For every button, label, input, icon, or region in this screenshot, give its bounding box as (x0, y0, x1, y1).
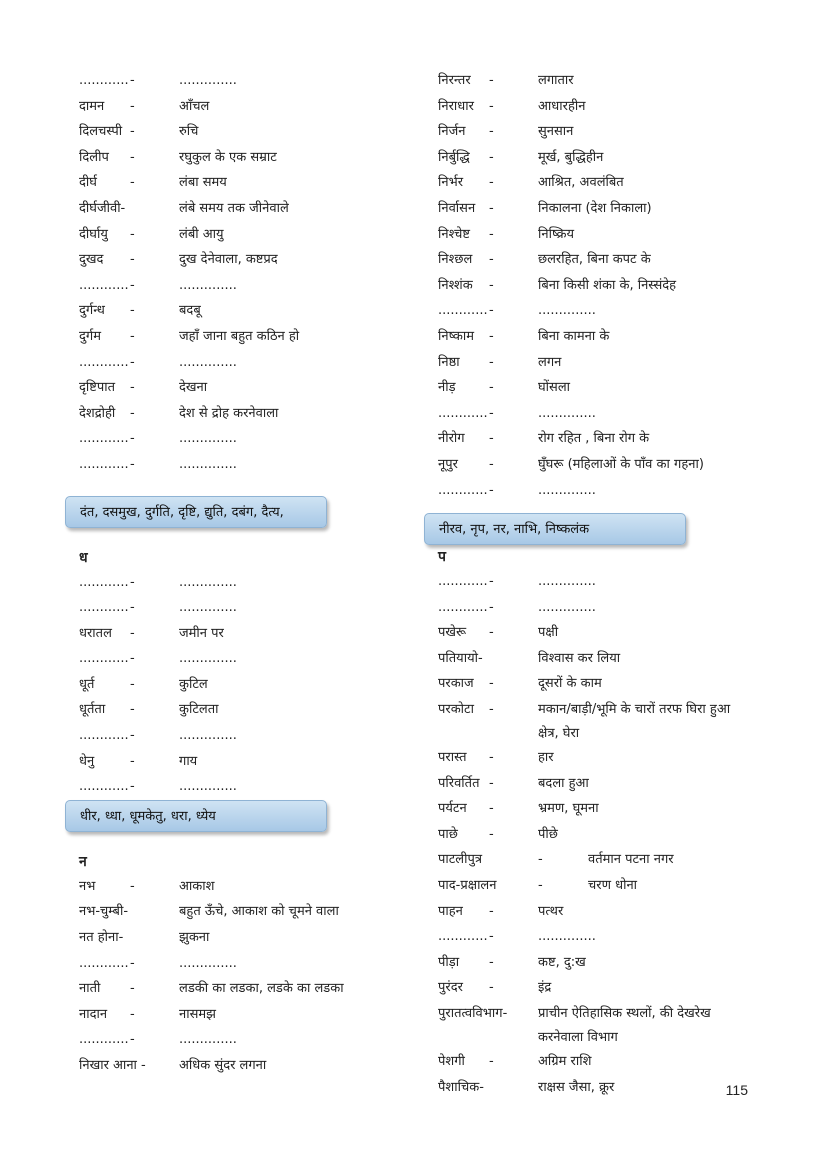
glossary-entry (438, 94, 768, 120)
glossary-entry (438, 119, 768, 145)
entry-meaning: .............. (179, 955, 237, 971)
glossary-entry (438, 1049, 768, 1075)
entry-meaning: आश्रित, अवलंबित (538, 175, 624, 191)
entry-dash: - (130, 651, 135, 667)
entry-dash: - (130, 328, 135, 344)
entry-meaning: लडकी का लडका, लडके का लडका (179, 981, 344, 997)
entry-word: ............ (79, 600, 129, 616)
entry-meaning: रुचि (179, 124, 199, 140)
entry-meaning: कुटिल (179, 676, 208, 692)
entry-meaning: .............. (538, 482, 596, 498)
entry-meaning: लंबा समय (179, 175, 227, 191)
glossary-entry (79, 672, 379, 698)
entry-word: दिलीप (79, 149, 109, 165)
glossary-entry (438, 401, 768, 427)
word-banner-2: धीर, ध्धा, धूमकेतु, धरा, ध्येय (65, 800, 327, 832)
entry-word: पैशाचिक- (438, 1079, 484, 1095)
glossary-entry (438, 324, 768, 350)
right-top-entries (438, 68, 768, 503)
entry-meaning: गाय (179, 753, 198, 769)
entry-word: दुर्गम (79, 328, 101, 344)
entry-meaning: नासमझ (179, 1006, 216, 1022)
glossary-entry (79, 621, 379, 647)
entry-meaning: .............. (179, 456, 237, 472)
entry-word: नाती (79, 981, 101, 997)
glossary-entry (79, 749, 379, 775)
glossary-entry (438, 273, 768, 299)
entry-dash: - (130, 252, 135, 268)
entry-word: ............ (79, 728, 129, 744)
glossary-entry (79, 401, 379, 427)
entry-word: पर्यटन (438, 801, 467, 817)
entry-meaning: राक्षस जैसा, क्रूर (538, 1079, 615, 1095)
entry-dash: - (489, 954, 494, 970)
entry-meaning: हार (538, 750, 554, 766)
entry-word: ............ (79, 651, 129, 667)
glossary-entry (438, 950, 768, 976)
entry-dash: - (130, 303, 135, 319)
entry-meaning: घुँघरू (महिलाओं के पाँव का गहना) (538, 456, 704, 472)
entry-word: धूर्तता (79, 702, 106, 718)
glossary-entry (79, 196, 379, 222)
entry-word: ............ (438, 405, 488, 421)
entry-word: निष्काम (438, 328, 475, 344)
dha-entries (79, 570, 379, 800)
entry-dash: - (130, 175, 135, 191)
entry-word: पाटलीपुत्र (438, 852, 483, 868)
glossary-entry (438, 796, 768, 822)
glossary-entry (438, 671, 768, 697)
glossary-entry (438, 975, 768, 1001)
entry-word: परिवर्तित (438, 775, 480, 791)
entry-word: धेनु (79, 753, 95, 769)
section-heading-pa: प (438, 549, 446, 566)
entry-meaning: कुटिलता (179, 702, 219, 718)
entry-word: पाहन (438, 903, 463, 919)
entry-dash: - (489, 775, 494, 791)
entry-dash: - (489, 226, 494, 242)
entry-dash: - (489, 1054, 494, 1069)
entry-word: निर्वासन (438, 200, 476, 216)
entry-dash: - (130, 676, 135, 692)
entry-meaning: विश्वास कर लिया (538, 650, 621, 666)
glossary-entry (438, 873, 768, 899)
entry-meaning: झुकना (179, 930, 210, 946)
entry-word: निष्ठा (438, 354, 460, 370)
entry-word: धूर्त (79, 676, 95, 692)
entry-dash: - (489, 277, 494, 293)
glossary-entry (438, 170, 768, 196)
entry-word: ............ (79, 73, 129, 88)
entry-meaning: पीछे (538, 826, 558, 842)
glossary-entry (438, 569, 768, 595)
entry-dash: - (538, 878, 543, 894)
entry-word: ............ (79, 779, 129, 795)
entry-word: दामन (79, 98, 105, 114)
entry-meaning: दुख देनेवाला, कष्टप्रद (179, 252, 278, 268)
entry-dash: - (130, 753, 135, 769)
entry-word: ............ (438, 482, 488, 498)
glossary-entry (438, 646, 768, 672)
entry-dash: - (130, 98, 135, 114)
glossary-entry (438, 426, 768, 452)
entry-dash: - (489, 599, 494, 615)
entry-meaning: बहुत ऊँचे, आकाश को चूमने वाला (179, 904, 339, 920)
entry-meaning: .............. (179, 73, 237, 88)
entry-meaning: आकाश (179, 878, 215, 894)
entry-meaning: .............. (538, 929, 596, 945)
entry-dash: - (130, 277, 135, 293)
entry-word: दीर्घजीवी- (79, 200, 126, 216)
glossary-entry (438, 452, 768, 478)
glossary-entry (438, 771, 768, 797)
entry-meaning: भ्रमण, घूमना (538, 801, 599, 817)
entry-dash: - (130, 779, 135, 795)
entry-meaning: आधारहीन (538, 98, 586, 114)
entry-dash: - (489, 124, 494, 140)
entry-meaning: छलरहित, बिना कपट के (538, 252, 651, 268)
glossary-entry (438, 620, 768, 646)
entry-dash: - (489, 456, 494, 472)
glossary-entry (79, 298, 379, 324)
glossary-entry (79, 426, 379, 452)
entry-word: परास्त (438, 750, 467, 766)
entry-meaning: सुनसान (538, 124, 574, 140)
glossary-entry (438, 847, 768, 873)
entry-word: पेशगी (438, 1054, 465, 1069)
glossary-entry (79, 874, 379, 900)
glossary-entry (79, 925, 379, 951)
entry-word: देशद्रोही (79, 405, 116, 421)
entry-word: दीर्घ (79, 175, 97, 191)
entry-dash: - (130, 405, 135, 421)
entry-word: नूपुर (438, 456, 458, 472)
entry-dash: - (489, 702, 494, 718)
right-column (438, 68, 768, 1100)
entry-meaning: .............. (179, 354, 237, 370)
entry-dash: - (489, 801, 494, 817)
entry-word: दुखद (79, 252, 104, 268)
entry-word: नभ-चुम्बी- (79, 904, 129, 920)
entry-word: निश्चेष्ट (438, 226, 470, 242)
entry-meaning: रघुकुल के एक सम्राट (179, 149, 277, 165)
glossary-entry (79, 68, 379, 94)
entry-dash: - (130, 878, 135, 894)
section-heading-na: न (79, 853, 87, 870)
glossary-entry (79, 570, 379, 596)
entry-word: निराधार (438, 98, 474, 114)
glossary-entry (438, 1075, 768, 1101)
left-top-entries (79, 68, 379, 478)
entry-meaning: इंद्र (538, 980, 552, 996)
entry-meaning: निष्क्रिय (538, 226, 575, 242)
glossary-entry (79, 145, 379, 171)
entry-dash: - (489, 929, 494, 945)
entry-word: नभ (79, 878, 96, 894)
entry-dash: - (489, 98, 494, 114)
entry-word: निश्छल (438, 252, 473, 268)
entry-dash: - (489, 431, 494, 447)
word-banner-1: दंत, दसमुख, दुर्गति, दृष्टि, द्युति, दबंग, दैत्य, (65, 496, 327, 528)
glossary-entry (79, 646, 379, 672)
entry-meaning: .............. (179, 277, 237, 293)
entry-dash: - (489, 574, 494, 590)
page-number: 115 (725, 1082, 748, 1098)
entry-meaning: बिना कामना के (538, 328, 610, 344)
entry-meaning: लगातार (538, 73, 574, 88)
entry-meaning: मूर्ख, बुद्धिहीन (538, 149, 604, 165)
entry-word: नत होना- (79, 930, 124, 946)
entry-dash: - (489, 149, 494, 165)
entry-word: दुर्गन्ध (79, 303, 105, 319)
entry-meaning: वर्तमान पटना नगर (588, 852, 674, 868)
entry-meaning: लंबी आयु (179, 226, 224, 242)
entry-word: दृष्टिपात (79, 380, 116, 396)
entry-dash: - (130, 600, 135, 616)
glossary-entry (438, 478, 768, 504)
entry-meaning: बिना किसी शंका के, निस्संदेह (538, 277, 677, 293)
entry-meaning: घोंसला (538, 380, 571, 396)
entry-word: ............ (79, 574, 129, 590)
na-entries (79, 874, 379, 1079)
entry-word: दीर्घायु (79, 226, 108, 242)
entry-word: नादान (79, 1006, 108, 1022)
entry-dash: - (130, 728, 135, 744)
entry-word: निर्भर (438, 175, 464, 191)
section-heading-dha: ध (79, 549, 88, 566)
entry-meaning: .............. (538, 405, 596, 421)
entry-dash: - (130, 226, 135, 242)
entry-word: ............ (438, 599, 488, 615)
entry-dash: - (489, 750, 494, 766)
entry-dash: - (130, 149, 135, 165)
entry-dash: - (489, 676, 494, 692)
entry-word: पाद-प्रक्षालन (438, 878, 497, 894)
entry-meaning: लंबे समय तक जीनेवाले (179, 200, 289, 216)
entry-word: ............ (438, 574, 488, 590)
glossary-entry (79, 1002, 379, 1028)
entry-meaning: .............. (179, 600, 237, 616)
entry-word: पुरंदर (438, 980, 463, 996)
entry-word: नीरोग (438, 431, 465, 447)
entry-word: निखार आना - (79, 1058, 146, 1073)
entry-word: निर्बुद्धि (438, 149, 470, 165)
entry-meaning: .............. (538, 303, 596, 319)
entry-dash: - (130, 354, 135, 370)
entry-word: निश्शंक (438, 277, 473, 293)
glossary-entry (79, 222, 379, 248)
glossary-entry (79, 94, 379, 120)
entry-dash: - (489, 303, 494, 319)
glossary-entry (79, 1027, 379, 1053)
entry-dash: - (538, 852, 543, 868)
entry-word: ............ (438, 929, 488, 945)
entry-dash: - (489, 826, 494, 842)
entry-word: पीड़ा (438, 954, 460, 970)
glossary-entry (79, 723, 379, 749)
glossary-entry (438, 595, 768, 621)
entry-meaning: बदबू (179, 303, 201, 319)
entry-meaning: जमीन पर (179, 625, 224, 641)
glossary-entry (438, 68, 768, 94)
entry-dash: - (130, 1006, 135, 1022)
entry-dash: - (489, 200, 494, 216)
entry-meaning: .............. (538, 599, 596, 615)
glossary-entry (79, 697, 379, 723)
glossary-entry (79, 899, 379, 925)
entry-dash: - (489, 354, 494, 370)
entry-word: ............ (79, 277, 129, 293)
glossary-entry (438, 350, 768, 376)
glossary-entry (438, 375, 768, 401)
entry-meaning: जहाँ जाना बहुत कठिन हो (179, 328, 300, 344)
entry-dash: - (130, 981, 135, 997)
entry-word: ............ (438, 303, 488, 319)
glossary-entry (79, 350, 379, 376)
entry-meaning: पत्थर (538, 903, 564, 919)
glossary-entry (79, 375, 379, 401)
entry-dash: - (489, 625, 494, 641)
entry-meaning: निकालना (देश निकाला) (538, 200, 652, 216)
entry-meaning: मकान/बाड़ी/भूमि के चारों तरफ घिरा हुआ क्षेत्र, घेरा (538, 702, 731, 742)
glossary-entry (79, 247, 379, 273)
glossary-entry (438, 1001, 768, 1049)
entry-meaning: .............. (538, 574, 596, 590)
entry-meaning: चरण धोना (588, 878, 638, 894)
entry-meaning: देखना (179, 380, 208, 396)
glossary-entry (79, 1053, 379, 1079)
glossary-entry (438, 247, 768, 273)
entry-word: नीड़ (438, 380, 456, 396)
entry-meaning: .............. (179, 431, 237, 447)
entry-meaning: पक्षी (538, 625, 559, 641)
entry-dash: - (130, 702, 135, 718)
entry-word: ............ (79, 955, 129, 971)
entry-word: परकोटा (438, 702, 474, 718)
glossary-entry (79, 452, 379, 478)
entry-meaning: बदला हुआ (538, 775, 589, 791)
glossary-entry (79, 119, 379, 145)
glossary-entry (79, 170, 379, 196)
entry-meaning: कष्ट, दु:ख (538, 954, 586, 970)
glossary-entry (79, 324, 379, 350)
entry-word: पाछे (438, 826, 458, 842)
glossary-entry (438, 697, 768, 745)
entry-word: दिलचस्पी (79, 124, 123, 140)
entry-meaning: अग्रिम राशि (538, 1054, 592, 1069)
entry-dash: - (489, 380, 494, 396)
entry-word: ............ (79, 456, 129, 472)
entry-meaning: रोग रहित , बिना रोग के (538, 431, 650, 447)
entry-word: ............ (79, 431, 129, 447)
entry-word: ............ (79, 1032, 129, 1048)
pa-entries (438, 569, 768, 1100)
entry-dash: - (489, 980, 494, 996)
entry-dash: - (130, 955, 135, 971)
entry-word: परकाज (438, 676, 474, 692)
entry-dash: - (130, 431, 135, 447)
entry-meaning: .............. (179, 728, 237, 744)
glossary-entry (79, 595, 379, 621)
entry-dash: - (130, 574, 135, 590)
glossary-entry (438, 145, 768, 171)
glossary-entry (79, 976, 379, 1002)
glossary-entry (438, 899, 768, 925)
entry-word: पतियायो- (438, 650, 483, 666)
glossary-entry (438, 924, 768, 950)
glossary-entry (438, 222, 768, 248)
entry-dash: - (489, 175, 494, 191)
entry-dash: - (489, 482, 494, 498)
entry-meaning: आँचल (179, 98, 210, 114)
left-column (79, 68, 379, 1079)
entry-dash: - (130, 380, 135, 396)
glossary-entry (438, 298, 768, 324)
entry-word: निरन्तर (438, 73, 471, 88)
word-banner-3: नीरव, नृप, नर, नाभि, निष्कलंक (424, 513, 686, 545)
entry-dash: - (130, 625, 135, 641)
entry-dash: - (130, 73, 135, 88)
entry-word: धरातल (79, 625, 112, 641)
entry-word: ............ (79, 354, 129, 370)
entry-meaning: लगन (538, 354, 562, 370)
entry-dash: - (130, 124, 135, 140)
entry-meaning: प्राचीन ऐतिहासिक स्थलों, की देखरेख करनेवाला विभाग (538, 1006, 711, 1045)
glossary-entry (438, 196, 768, 222)
entry-dash: - (489, 73, 494, 88)
entry-meaning: दूसरों के काम (538, 676, 602, 692)
entry-word: पुरातत्वविभाग- (438, 1006, 508, 1021)
entry-meaning: .............. (179, 651, 237, 667)
glossary-entry (79, 774, 379, 800)
entry-meaning: .............. (179, 1032, 237, 1048)
entry-dash: - (130, 1032, 135, 1048)
entry-dash: - (130, 456, 135, 472)
glossary-entry (438, 745, 768, 771)
entry-meaning: .............. (179, 574, 237, 590)
entry-dash: - (489, 405, 494, 421)
entry-meaning: .............. (179, 779, 237, 795)
entry-word: पखेरू (438, 625, 467, 641)
entry-meaning: अधिक सुंदर लगना (179, 1058, 267, 1073)
entry-dash: - (489, 252, 494, 268)
entry-word: निर्जन (438, 124, 466, 140)
glossary-entry (79, 273, 379, 299)
glossary-entry (79, 951, 379, 977)
entry-dash: - (489, 328, 494, 344)
entry-dash: - (489, 903, 494, 919)
entry-meaning: देश से द्रोह करनेवाला (179, 405, 279, 421)
glossary-entry (438, 822, 768, 848)
